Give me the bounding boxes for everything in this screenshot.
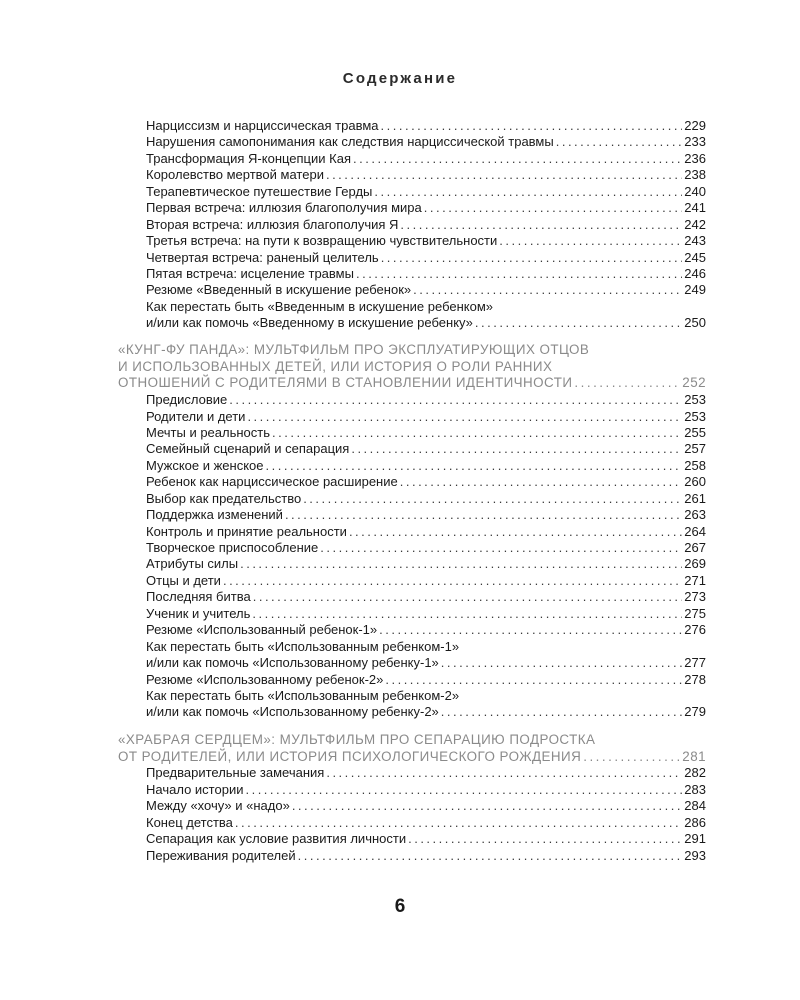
dot-leader bbox=[441, 655, 683, 671]
dot-leader bbox=[353, 151, 682, 167]
dot-leader bbox=[408, 831, 682, 847]
toc-entry[interactable] bbox=[118, 167, 706, 183]
toc-entry-title: Мужское и женское bbox=[146, 457, 264, 473]
dot-leader bbox=[356, 266, 682, 282]
toc-entry-title: Резюме «Использованному ребенок-2» bbox=[146, 671, 384, 687]
section-heading-line2: ОТ РОДИТЕЛЕЙ, ИЛИ ИСТОРИЯ ПСИХОЛОГИЧЕСКОГО РОЖДЕНИЯ bbox=[118, 748, 582, 764]
toc-entry-title: Отцы и дети bbox=[146, 572, 221, 588]
toc-entry-title: Пятая встреча: исцеление травмы bbox=[146, 265, 354, 281]
toc-entry[interactable] bbox=[118, 392, 706, 408]
toc-entry-page: 263 bbox=[684, 507, 706, 523]
dot-leader bbox=[285, 507, 682, 523]
dot-leader bbox=[400, 217, 682, 233]
toc-entry[interactable] bbox=[118, 458, 706, 474]
dot-leader bbox=[475, 315, 682, 331]
section-heading-line1: «ХРАБРАЯ СЕРДЦЕМ»: МУЛЬТФИЛЬМ ПРО СЕПАРАЦИЮ ПОДРОСТКА bbox=[118, 731, 596, 747]
toc-entry-page: 229 bbox=[684, 118, 706, 133]
toc-entry[interactable] bbox=[118, 606, 706, 622]
dot-leader bbox=[292, 798, 682, 814]
toc-entry-title: Предварительные замечания bbox=[146, 765, 325, 781]
toc-entry[interactable] bbox=[118, 507, 706, 523]
dot-leader bbox=[240, 556, 682, 572]
dot-leader bbox=[326, 167, 682, 183]
toc-entry[interactable] bbox=[118, 589, 706, 605]
toc-entry[interactable] bbox=[118, 217, 706, 233]
toc-entry-title: Между «хочу» и «надо» bbox=[146, 798, 290, 814]
page-title: Содержание bbox=[342, 70, 458, 87]
toc-entry[interactable] bbox=[118, 299, 706, 332]
toc-entry-page: 277 bbox=[684, 655, 706, 671]
toc-entry-page: 264 bbox=[684, 523, 706, 539]
toc-entry[interactable] bbox=[118, 765, 706, 781]
toc-entry-title: Контроль и принятие реальности bbox=[146, 523, 347, 539]
dot-leader bbox=[349, 524, 682, 540]
toc-entry-title: Ребенок как нарциссическое расширение bbox=[146, 474, 398, 490]
dot-leader bbox=[298, 848, 683, 864]
toc-entry-title: Первая встреча: иллюзия благополучия мира bbox=[146, 200, 422, 216]
toc-entry-title: Мечты и реальность bbox=[146, 424, 271, 440]
toc-entry[interactable] bbox=[118, 622, 706, 638]
dot-leader bbox=[385, 672, 682, 688]
dot-leader bbox=[381, 250, 683, 266]
toc-entry-page: 250 bbox=[684, 315, 706, 331]
toc-entry-title-line2: и/или как помочь «Использованному ребенку-2» bbox=[146, 704, 439, 720]
toc-entry-title-line2: и/или как помочь «Использованному ребенку-1» bbox=[146, 655, 439, 671]
toc-entry-page: 269 bbox=[684, 556, 706, 572]
toc-entry-page: 242 bbox=[684, 216, 706, 232]
toc-entry-page: 241 bbox=[684, 200, 706, 216]
toc-entry[interactable] bbox=[118, 200, 706, 216]
dot-leader bbox=[326, 765, 682, 781]
toc-entry-page: 245 bbox=[684, 249, 706, 265]
toc-entry-title: Резюме «Введенный в искушение ребенок» bbox=[146, 282, 412, 298]
dot-leader bbox=[252, 606, 682, 622]
toc-entry-title: Выбор как предательство bbox=[146, 490, 302, 506]
toc-entry-title: Конец детства bbox=[146, 814, 233, 830]
dot-leader bbox=[441, 704, 683, 720]
dot-leader bbox=[303, 491, 682, 507]
section-heading-page: 252 bbox=[682, 375, 706, 391]
toc-entry[interactable] bbox=[118, 639, 706, 672]
toc-entry-title: Атрибуты силы bbox=[146, 556, 239, 572]
toc-entry-page: 284 bbox=[684, 798, 706, 814]
toc-entry-page: 257 bbox=[684, 441, 706, 457]
toc-entry-page: 240 bbox=[684, 183, 706, 199]
toc-entry-page: 258 bbox=[684, 457, 706, 473]
toc-entry[interactable] bbox=[118, 134, 706, 150]
toc-entry-page: 267 bbox=[684, 540, 706, 556]
toc-entry-page: 273 bbox=[684, 589, 706, 605]
toc-entry[interactable] bbox=[118, 815, 706, 831]
toc-entry-page: 249 bbox=[684, 282, 706, 298]
toc-entry-page: 286 bbox=[684, 814, 706, 830]
toc-entry-title-line1: Как перестать быть «Введенным в искушение ребенком» bbox=[146, 298, 494, 314]
dot-leader bbox=[223, 573, 682, 589]
toc-entry[interactable] bbox=[118, 425, 706, 441]
toc-entry-title: Начало истории bbox=[146, 781, 244, 797]
toc-entry[interactable] bbox=[118, 118, 706, 134]
toc-entry[interactable] bbox=[118, 151, 706, 167]
toc-entry[interactable] bbox=[118, 491, 706, 507]
toc-entry-title: Вторая встреча: иллюзия благополучия Я bbox=[146, 216, 399, 232]
dot-leader bbox=[235, 815, 682, 831]
toc-entry-page: 236 bbox=[684, 150, 706, 166]
toc-entry[interactable] bbox=[118, 688, 706, 721]
toc-entry-title: Третья встреча: на пути к возвращению чувствительности bbox=[146, 233, 498, 249]
section-heading-page: 281 bbox=[682, 748, 706, 764]
dot-leader bbox=[556, 134, 683, 150]
toc-entry[interactable] bbox=[118, 831, 706, 847]
table-of-contents bbox=[118, 118, 706, 864]
toc-entry[interactable] bbox=[118, 233, 706, 249]
toc-entry-page: 246 bbox=[684, 265, 706, 281]
toc-entry-page: 260 bbox=[684, 474, 706, 490]
dot-leader bbox=[499, 233, 682, 249]
toc-entry-title-line1: Как перестать быть «Использованным ребенком-2» bbox=[146, 687, 460, 703]
toc-entry-page: 283 bbox=[684, 781, 706, 797]
toc-entry-title: Четвертая встреча: раненый целитель bbox=[146, 249, 379, 265]
dot-leader bbox=[424, 200, 683, 216]
dot-leader bbox=[245, 782, 682, 798]
toc-entry-page: 293 bbox=[684, 847, 706, 863]
toc-entry-title: Королевство мертвой матери bbox=[146, 167, 324, 183]
dot-leader bbox=[583, 749, 680, 766]
dot-leader bbox=[247, 409, 682, 425]
toc-entry[interactable] bbox=[118, 409, 706, 425]
toc-entry-page: 261 bbox=[684, 490, 706, 506]
toc-entry-title: Нарциссизм и нарциссическая травма bbox=[146, 118, 379, 133]
toc-entry-title: Резюме «Использованный ребенок-1» bbox=[146, 622, 378, 638]
toc-entry-page: 276 bbox=[684, 622, 706, 638]
dot-leader bbox=[574, 375, 680, 392]
toc-entry[interactable] bbox=[118, 798, 706, 814]
toc-entry-title: Предисловие bbox=[146, 392, 228, 408]
toc-entry-page: 282 bbox=[684, 765, 706, 781]
toc-entry[interactable] bbox=[118, 848, 706, 864]
toc-entry-title: Поддержка изменений bbox=[146, 507, 283, 523]
toc-entry-page: 233 bbox=[684, 134, 706, 150]
section-heading-line2: И ИСПОЛЬЗОВАННЫХ ДЕТЕЙ, ИЛИ ИСТОРИЯ О РОЛИ РАННИХ bbox=[118, 358, 553, 374]
toc-entry[interactable] bbox=[118, 540, 706, 556]
dot-leader bbox=[400, 474, 683, 490]
toc-entry-page: 291 bbox=[684, 831, 706, 847]
toc-entry-title: Сепарация как условие развития личности bbox=[146, 831, 407, 847]
toc-entry-title-line2: и/или как помочь «Введенному в искушение ребенку» bbox=[146, 315, 473, 331]
page-number: 6 bbox=[394, 896, 406, 917]
section-heading[interactable] bbox=[118, 342, 706, 392]
dot-leader bbox=[266, 458, 683, 474]
toc-entry[interactable] bbox=[118, 556, 706, 572]
toc-entry[interactable] bbox=[118, 184, 706, 200]
toc-entry-page: 253 bbox=[684, 408, 706, 424]
toc-entry-title: Последняя битва bbox=[146, 589, 251, 605]
toc-entry[interactable] bbox=[118, 266, 706, 282]
toc-entry[interactable] bbox=[118, 441, 706, 457]
toc-entry-page: 279 bbox=[684, 704, 706, 720]
section-heading-line3: ОТНОШЕНИЙ С РОДИТЕЛЯМИ В СТАНОВЛЕНИИ ИДЕНТИЧНОСТИ bbox=[118, 375, 573, 391]
toc-entry-title: Переживания родителей bbox=[146, 847, 296, 863]
toc-entry-page: 278 bbox=[684, 671, 706, 687]
toc-entry-title: Семейный сценарий и сепарация bbox=[146, 441, 350, 457]
dot-leader bbox=[413, 282, 682, 298]
section-heading-line1: «КУНГ-ФУ ПАНДА»: МУЛЬТФИЛЬМ ПРО ЭКСПЛУАТИРУЮЩИХ ОТЦОВ bbox=[118, 341, 590, 357]
dot-leader bbox=[272, 425, 682, 441]
toc-entry-title-line1: Как перестать быть «Использованным ребенком-1» bbox=[146, 638, 460, 654]
toc-entry-title: Ученик и учитель bbox=[146, 605, 251, 621]
dot-leader bbox=[320, 540, 682, 556]
section-heading[interactable] bbox=[118, 732, 706, 766]
dot-leader bbox=[381, 118, 683, 134]
toc-entry[interactable] bbox=[118, 573, 706, 589]
toc-entry[interactable] bbox=[118, 524, 706, 540]
toc-entry-title: Нарушения самопонимания как следствия нарциссической травмы bbox=[146, 134, 554, 150]
dot-leader bbox=[351, 441, 682, 457]
toc-entry-title: Родители и дети bbox=[146, 408, 246, 424]
toc-entry[interactable] bbox=[118, 282, 706, 298]
toc-entry-title: Творческое приспособление bbox=[146, 540, 319, 556]
toc-entry-page: 255 bbox=[684, 424, 706, 440]
toc-entry[interactable] bbox=[118, 782, 706, 798]
toc-entry-page: 271 bbox=[684, 572, 706, 588]
toc-entry-page: 243 bbox=[684, 233, 706, 249]
toc-entry[interactable] bbox=[118, 672, 706, 688]
toc-entry[interactable] bbox=[118, 474, 706, 490]
dot-leader bbox=[253, 589, 683, 605]
toc-entry-title: Трансформация Я-концепции Кая bbox=[146, 150, 351, 166]
toc-entry-title: Терапевтическое путешествие Герды bbox=[146, 183, 373, 199]
toc-entry-page: 253 bbox=[684, 392, 706, 408]
toc-entry-page: 275 bbox=[684, 605, 706, 621]
toc-entry[interactable] bbox=[118, 250, 706, 266]
dot-leader bbox=[229, 392, 682, 408]
toc-entry-page: 238 bbox=[684, 167, 706, 183]
dot-leader bbox=[379, 622, 682, 638]
dot-leader bbox=[374, 184, 682, 200]
